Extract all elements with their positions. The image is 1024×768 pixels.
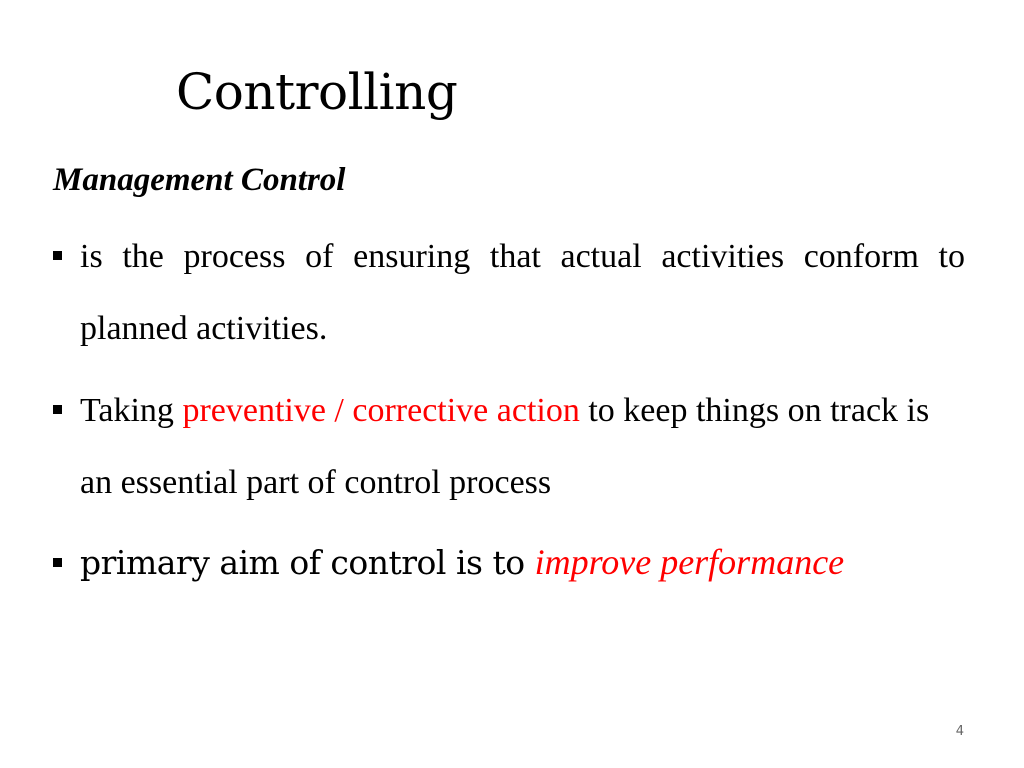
highlighted-phrase: improve performance: [534, 542, 845, 582]
page-number: 4: [955, 724, 964, 739]
bullet-text-before: Taking: [80, 392, 183, 429]
bullet-text-before: primary aim of control is to: [80, 543, 535, 582]
bullet-text: [53, 535, 965, 590]
bullet-text-after: to keep things on track is an essential part of control process: [80, 392, 930, 501]
square-bullet-icon: [53, 251, 62, 260]
bullet-text: [53, 375, 965, 519]
bullet-text: is the process of ensuring that actual activities conform to planned activities.: [80, 238, 965, 347]
highlighted-phrase: preventive / corrective action: [182, 392, 580, 429]
bullet-item-action: [53, 384, 965, 519]
square-bullet-icon: [53, 405, 62, 414]
bullet-item-aim: [53, 536, 965, 590]
slide-subtitle: Management Control: [53, 162, 346, 198]
square-bullet-icon: [53, 558, 62, 567]
bullet-item-process: [53, 230, 965, 365]
slide-title: Controlling: [176, 63, 458, 121]
